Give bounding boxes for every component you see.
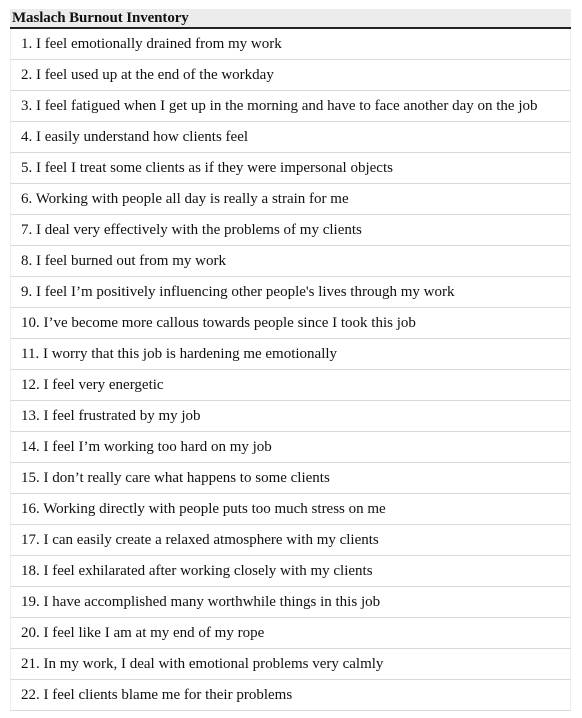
table-row bbox=[10, 556, 571, 587]
table-row bbox=[10, 680, 571, 711]
item-text: 18. I feel exhilarated after working closely with my clients bbox=[21, 562, 373, 579]
item-text: 13. I feel frustrated by my job bbox=[21, 407, 201, 424]
table-row bbox=[10, 153, 571, 184]
item-text: 22. I feel clients blame me for their problems bbox=[21, 686, 293, 703]
item-text: 6. Working with people all day is really a strain for me bbox=[21, 190, 349, 207]
table-row bbox=[10, 29, 571, 60]
table-row bbox=[10, 525, 571, 556]
table-row bbox=[10, 277, 571, 308]
table-row bbox=[10, 246, 571, 277]
item-text: 8. I feel burned out from my work bbox=[21, 252, 226, 269]
item-text: 9. I feel I’m positively influencing other people's lives through my work bbox=[21, 283, 455, 300]
table-row bbox=[10, 184, 571, 215]
table-row bbox=[10, 618, 571, 649]
item-text: 12. I feel very energetic bbox=[21, 376, 164, 393]
item-text: 19. I have accomplished many worthwhile things in this job bbox=[21, 593, 381, 610]
table-row bbox=[10, 339, 571, 370]
item-text: 7. I deal very effectively with the problems of my clients bbox=[21, 221, 362, 238]
item-text: 10. I’ve become more callous towards people since I took this job bbox=[21, 314, 416, 331]
item-list bbox=[10, 29, 571, 711]
table-row bbox=[10, 308, 571, 339]
table-row bbox=[10, 60, 571, 91]
item-text: 3. I feel fatigued when I get up in the morning and have to face another day on the job bbox=[21, 97, 538, 114]
table-row bbox=[10, 463, 571, 494]
table-row bbox=[10, 215, 571, 246]
item-text: 21. In my work, I deal with emotional problems very calmly bbox=[21, 655, 384, 672]
item-text: 2. I feel used up at the end of the workday bbox=[21, 66, 274, 83]
table-row bbox=[10, 432, 571, 463]
item-text: 4. I easily understand how clients feel bbox=[21, 128, 249, 145]
item-text: 20. I feel like I am at my end of my rope bbox=[21, 624, 265, 641]
item-text: 5. I feel I treat some clients as if they were impersonal objects bbox=[21, 159, 393, 176]
table-row bbox=[10, 649, 571, 680]
item-text: 16. Working directly with people puts too much stress on me bbox=[21, 500, 386, 517]
table-row bbox=[10, 494, 571, 525]
table-row bbox=[10, 587, 571, 618]
table-title: Maslach Burnout Inventory bbox=[12, 9, 189, 26]
table-header bbox=[10, 9, 571, 29]
table-row bbox=[10, 401, 571, 432]
item-text: 14. I feel I’m working too hard on my job bbox=[21, 438, 272, 455]
item-text: 11. I worry that this job is hardening me emotionally bbox=[21, 345, 338, 362]
item-text: 1. I feel emotionally drained from my work bbox=[21, 35, 282, 52]
item-text: 17. I can easily create a relaxed atmosphere with my clients bbox=[21, 531, 379, 548]
item-text: 15. I don’t really care what happens to some clients bbox=[21, 469, 330, 486]
table-row bbox=[10, 91, 571, 122]
table-row bbox=[10, 370, 571, 401]
inventory-table bbox=[10, 9, 571, 711]
table-row bbox=[10, 122, 571, 153]
